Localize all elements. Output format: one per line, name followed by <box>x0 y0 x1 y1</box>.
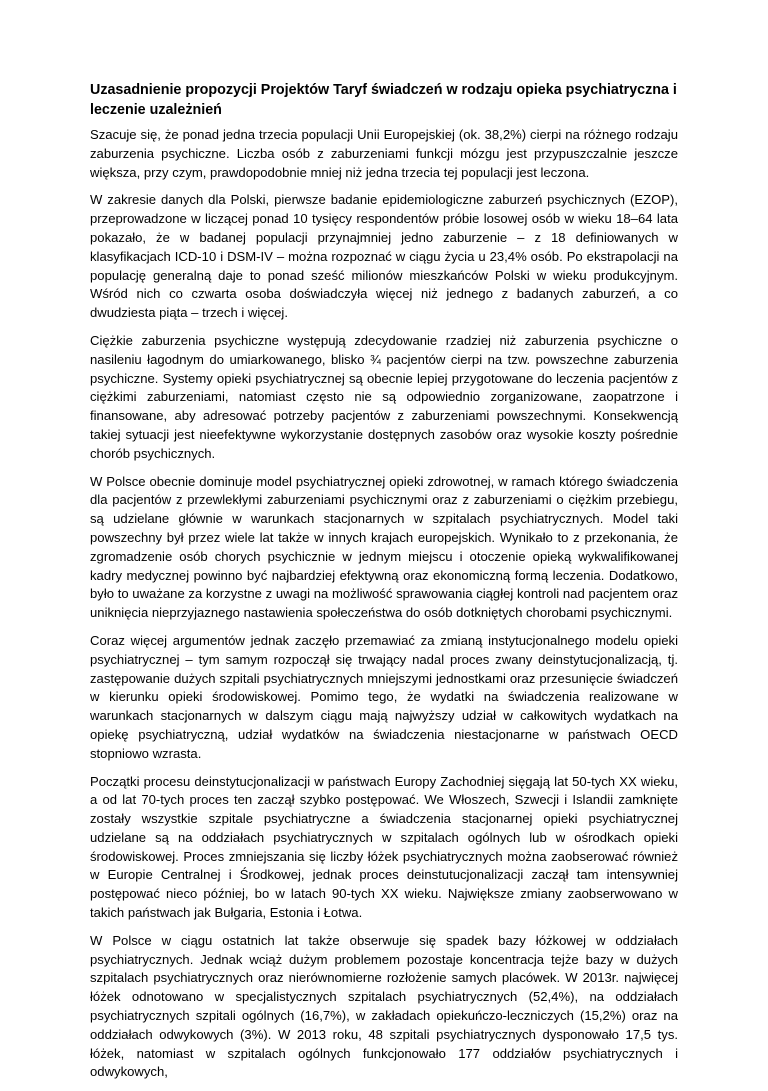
paragraph-severe-disorders: Ciężkie zaburzenia psychiczne występują zdecydowanie rzadziej niż zaburzenia psychiczne o nasileniu łagodnym do umiarkowanego, blisko ¾ pacjentów cierpi na tzw. powszechne zaburzenia psychiczne. Systemy opieki psychiatrycznej są obecnie lepiej przygotowane do leczenia pacjentów z ciężkimi zaburzeniami, natomiast często nie są odpowiednio zorganizowane, zaopatrzone i finansowane, aby adresować potrzeby pacjentów z zaburzeniami powszechnymi. Konsekwencją takiej sytuacji jest nieefektywne wykorzystanie dostępnych zasobów oraz wysokie koszty pośrednie chorób psychicznych. <box>90 332 678 461</box>
paragraph-polish-model: W Polsce obecnie dominuje model psychiatrycznej opieki zdrowotnej, w ramach którego świadczenia dla pacjentów z przewlekłymi zaburzeniami psychicznymi oraz z zaburzeniami o ciężkim przebiegu, są udzielane głównie w warunkach stacjonarnych w szpitalach psychiatrycznych. Model taki powszechny był przez wiele lat także w innych krajach europejskich. Wynikało to z przekonania, że zgromadzenie osób chorych psychicznie w jednym miejscu i otoczenie opieką wykwalifikowanej kadry medycznej powinno być najbardziej efektywną oraz ekonomiczną formą leczenia. Dodatkowo, było to uważane za korzystne z uwagi na możliwość sprawowania ciągłej kontroli nad pacjentem oraz uniknięcia nieprzyjaznego nastawienia społeczeństwa do osób dotkniętych chorobami psychicznymi. <box>90 473 678 621</box>
paragraph-eu-prevalence: Szacuje się, że ponad jedna trzecia populacji Unii Europejskiej (ok. 38,2%) cierpi na różnego rodzaju zaburzenia psychiczne. Liczba osób z zaburzeniami funkcji mózgu jest przypuszczalnie jeszcze większa, przy czym, prawdopodobnie mniej niż jedna trzecia tej populacji jest leczona. <box>90 127 678 180</box>
document-page <box>90 80 678 1091</box>
paragraph-ezop-study: W zakresie danych dla Polski, pierwsze badanie epidemiologiczne zaburzeń psychicznych (EZOP), przeprowadzone w liczącej ponad 10 tysięcy respondentów próbie losowej osób w wieku 18–64 lata pokazało, że w badanej populacji przynajmniej jedno zaburzenie – z 18 definiowanych w klasyfikacjach ICD-10 i DSM-IV – można rozpoznać w ciągu życia u 23,4% osób. Po ekstrapolacji na populację generalną daje to ponad sześć milionów mieszkańców Polski w wieku produkcyjnym. Wśród nich co czwarta osoba doświadczyła więcej niż jednego z badanych zaburzeń, a co dwudziesta piąta – trzech i więcej. <box>90 192 678 321</box>
document-title: Uzasadnienie propozycji Projektów Taryf świadczeń w rodzaju opieka psychiatryczna i leczenie uzależnień <box>90 82 677 118</box>
paragraph-poland-beds: W Polsce w ciągu ostatnich lat także obserwuje się spadek bazy łóżkowej w oddziałach psychiatrycznych. Jednak wciąż dużym problemem pozostaje koncentracja tejże bazy w dużych szpitalach psychiatrycznych oraz nierównomierne rozłożenie samych placówek. W 2013r. najwięcej łóżek odnotowano w specjalistycznych szpitalach psychiatrycznych (52,4%), na oddziałach psychiatrycznych szpitali ogólnych (16,7%), w zakładach opiekuńczo-leczniczych (15,2%) oraz na oddziałach odwykowych (3%). W 2013 roku, 48 szpitali psychiatrycznych dysponowało 17,5 tys. łóżek, natomiast w szpitalach ogólnych funkcjonowało 177 oddziałów psychiatrycznych i odwykowych, <box>90 932 678 1080</box>
paragraph-deinstitutionalization: Coraz więcej argumentów jednak zaczęło przemawiać za zmianą instytucjonalnego modelu opieki psychiatrycznej – tym samym rozpoczął się trwający nadal proces zwany deinstytucjonalizacją, tj. zastępowanie dużych szpitali psychiatrycznych mniejszymi jednostkami oraz przesunięcie świadczeń w kierunku opieki środowiskowej. Pomimo tego, że wydatki na świadczenia realizowane w warunkach stacjonarnych w dalszym ciągu mają najwyższy udział w całkowitych wydatkach na opiekę psychiatryczną, udział wydatków na świadczenia niestacjonarne w państwach OECD stopniowo wzrasta. <box>90 632 678 761</box>
paragraph-western-europe: Początki procesu deinstytucjonalizacji w państwach Europy Zachodniej sięgają lat 50-tych XX wieku, a od lat 70-tych proces ten zaczął szybko postępować. We Włoszech, Szwecji i Islandii zamknięte zostały wszystkie szpitale psychiatryczne a świadczenia stacjonarnej opieki psychiatrycznej udzielane są na oddziałach psychiatrycznych w szpitalach ogólnych lub w ośrodkach opieki środowiskowej. Proces zmniejszania się liczby łóżek psychiatrycznych można zaobserować również w Europie Centralnej i Środkowej, jednak proces deinstutucjonalizacji zaczął tam intensywniej postępować nieco później, bo w latach 90-tych XX wieku. Największe zmiany zaobserwowano w takich państwach jak Bułgaria, Estonia i Łotwa. <box>90 773 678 921</box>
